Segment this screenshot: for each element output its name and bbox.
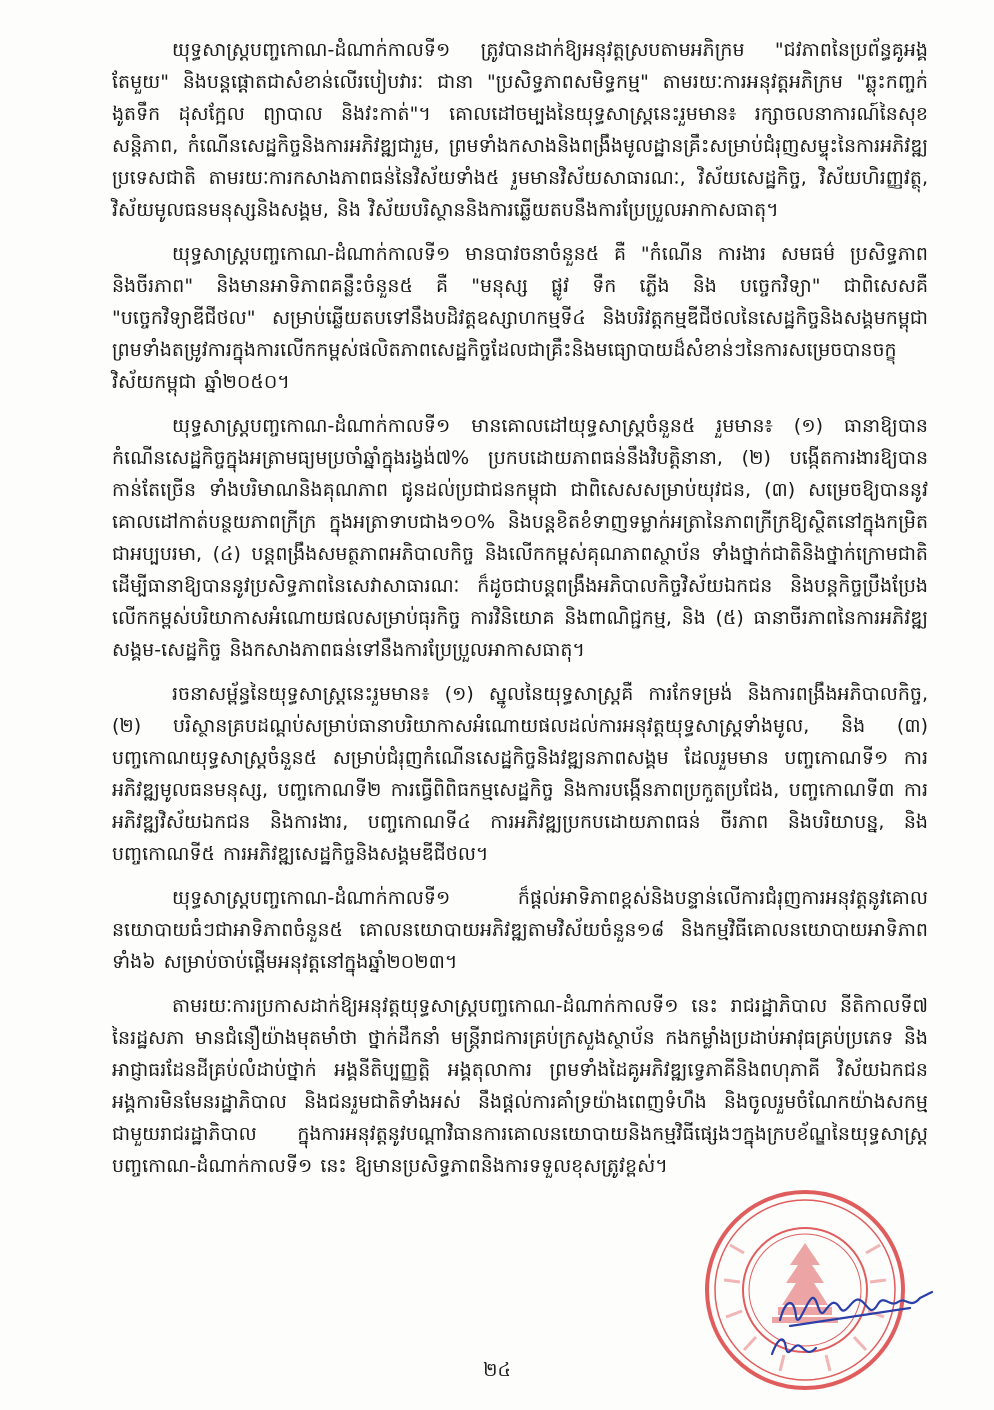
paragraph-3: យុទ្ធសាស្ត្របញ្ចកោណ-ដំណាក់កាលទី១ មានគោលដៅយុទ្ធសាស្ត្រចំនួន៥ រួមមាន៖ (១) ធានាឱ្យបានកំណើនសេដ្ឋកិច្ចក្នុងអត្រាមធ្យមប្រចាំឆ្នាំក្នុងរង្វង់៧% ប្រកបដោយភាពធន់នឹងវិបត្តិនានា, (២) បង្កើតការងារឱ្យបានកាន់តែច្រើន ទាំងបរិមាណនិងគុណភាព ជូនដល់ប្រជាជនកម្ពុជា ជាពិសេសសម្រាប់យុវជន, (៣) សម្រេចឱ្យបាននូវគោលដៅកាត់បន្ថយភាពក្រីក្រ ក្នុងអត្រាទាបជាង១០% និងបន្តខិតខំទាញទម្លាក់អត្រានៃភាពក្រីក្រឱ្យស្ថិតនៅក្នុងកម្រិតជាអប្បបរមា, (៤) បន្តពង្រឹងសមត្ថភាពអភិបាលកិច្ច និងលើកកម្ពស់គុណភាពស្ថាប័ន ទាំងថ្នាក់ជាតិនិងថ្នាក់ក្រោមជាតិ ដើម្បីធានាឱ្យបាននូវប្រសិទ្ធភាពនៃសេវាសាធារណៈ ក៏ដូចជាបន្តពង្រឹងអភិបាលកិច្ចវិស័យឯកជន និងបន្តកិច្ចប្រឹងប្រែងលើកកម្ពស់បរិយាកាសអំណោយផលសម្រាប់ធុរកិច្ច ការវិនិយោគ និងពាណិជ្ជកម្ម, និង (៥) ធានាចីរភាពនៃការអភិវឌ្ឍសង្គម-សេដ្ឋកិច្ច និងកសាងភាពធន់ទៅនឹងការប្រែប្រួលអាកាសធាតុ។: [112, 415, 928, 661]
paragraph-2: យុទ្ធសាស្ត្របញ្ចកោណ-ដំណាក់កាលទី១ មានបាវចនាចំនួន៥ គឺ "កំណើន ការងារ សមធម៌ ប្រសិទ្ធភាព និងចីរភាព" និងមានអាទិភាពគន្លឹះចំនួន៥ គឺ "មនុស្ស ផ្លូវ ទឹក ភ្លើង និង បច្ចេកវិទ្យា" ជាពិសេសគឺ "បច្ចេកវិទ្យាឌីជីថល" សម្រាប់ឆ្លើយតបទៅនឹងបដិវត្តឧស្សាហកម្មទី៤ និងបរិវត្តកម្មឌីជីថលនៃសេដ្ឋកិច្ចនិងសង្គមកម្ពុជា ព្រមទាំងតម្រូវការក្នុងការលើកកម្ពស់ផលិតភាពសេដ្ឋកិច្ចដែលជាគ្រឹះនិងមធ្យោបាយដ៏សំខាន់ៗនៃការសម្រេចបានចក្ខុវិស័យកម្ពុជា ឆ្នាំ២០៥០។: [112, 243, 928, 393]
signature-icon: [760, 1268, 940, 1368]
paragraph-4: រចនាសម្ព័ន្ធនៃយុទ្ធសាស្ត្រនេះរួមមាន៖ (១) ស្នូលនៃយុទ្ធសាស្ត្រគឺ ការកែទម្រង់ និងការពង្រឹងអភិបាលកិច្ច, (២) បរិស្ថានគ្របដណ្តប់សម្រាប់ធានាបរិយាកាសអំណោយផលដល់ការអនុវត្តយុទ្ធសាស្ត្រទាំងមូល, និង (៣) បញ្ចកោណយុទ្ធសាស្ត្រចំនួន៥ សម្រាប់ជំរុញកំណើនសេដ្ឋកិច្ចនិងវឌ្ឍនភាពសង្គម ដែលរួមមាន បញ្ចកោណទី១ ការអភិវឌ្ឍមូលធនមនុស្ស, បញ្ចកោណទី២ ការធ្វើពិពិធកម្មសេដ្ឋកិច្ច និងការបង្កើនភាពប្រកួតប្រជែង, បញ្ចកោណទី៣ ការអភិវឌ្ឍវិស័យឯកជន និងការងារ, បញ្ចកោណទី៤ ការអភិវឌ្ឍប្រកបដោយភាពធន់ ចីរភាព និងបរិយាបន្ន, និង បញ្ចកោណទី៥ ការអភិវឌ្ឍសេដ្ឋកិច្ចនិងសង្គមឌីជីថល។: [112, 683, 928, 865]
page-number: ២៤: [483, 1359, 511, 1381]
body-text: [112, 34, 928, 1194]
paragraph-1: យុទ្ធសាស្ត្របញ្ចកោណ-ដំណាក់កាលទី១ ត្រូវបានដាក់ឱ្យអនុវត្តស្របតាមអភិក្រម "ជវភាពនៃប្រព័ន្ធគូអង្គតែមួយ" និងបន្តផ្តោតជាសំខាន់លើរបៀបវារៈ ជានា "ប្រសិទ្ធភាពសមិទ្ធកម្ម" តាមរយៈការអនុវត្តអភិក្រម "ឆ្លុះកញ្ចក់ ងូតទឹក ដុសក្អែល ព្យាបាល និងវះកាត់"។ គោលដៅចម្បងនៃយុទ្ធសាស្ត្រនេះរួមមាន៖ រក្សាចលនាការណ៍នៃសុខសន្តិភាព, កំណើនសេដ្ឋកិច្ចនិងការអភិវឌ្ឍជារួម, ព្រមទាំងកសាងនិងពង្រឹងមូលដ្ឋានគ្រឹះសម្រាប់ជំរុញសម្ទុះនៃការអភិវឌ្ឍប្រទេសជាតិ តាមរយៈការកសាងភាពធន់នៃវិស័យទាំង៥ រួមមានវិស័យសាធារណៈ, វិស័យសេដ្ឋកិច្ច, វិស័យហិរញ្ញវត្ថុ, វិស័យមូលធនមនុស្សនិងសង្គម, និង វិស័យបរិស្ថាននិងការឆ្លើយតបនឹងការប្រែប្រួលអាកាសធាតុ។: [112, 39, 928, 221]
paragraph-5: យុទ្ធសាស្ត្របញ្ចកោណ-ដំណាក់កាលទី១ ក៏ផ្តល់អាទិភាពខ្ពស់និងបន្ទាន់លើការជំរុញការអនុវត្តនូវគោលនយោបាយធំៗជាអាទិភាពចំនួន៥ គោលនយោបាយអភិវឌ្ឍតាមវិស័យចំនួន១៨ និងកម្មវិធីគោលនយោបាយអាទិភាពទាំង៦ សម្រាប់ចាប់ផ្តើមអនុវត្តនៅក្នុងឆ្នាំ២០២៣។: [112, 887, 928, 973]
paragraph-6: តាមរយៈការប្រកាសដាក់ឱ្យអនុវត្តយុទ្ធសាស្ត្របញ្ចកោណ-ដំណាក់កាលទី១ នេះ រាជរដ្ឋាភិបាល នីតិកាលទី៧ នៃរដ្ឋសភា មានជំនឿយ៉ាងមុតមាំថា ថ្នាក់ដឹកនាំ មន្ត្រីរាជការគ្រប់ក្រសួងស្ថាប័ន កងកម្លាំងប្រដាប់អាវុធគ្រប់ប្រភេទ និងអាជ្ញាធរដែនដីគ្រប់លំដាប់ថ្នាក់ អង្គនីតិប្បញ្ញត្តិ អង្គតុលាការ ព្រមទាំងដៃគូអភិវឌ្ឍទ្វេភាគីនិងពហុភាគី វិស័យឯកជន អង្គការមិនមែនរដ្ឋាភិបាល និងជនរួមជាតិទាំងអស់ នឹងផ្តល់ការគាំទ្រយ៉ាងពេញទំហឹង និងចូលរួមចំណែកយ៉ាងសកម្មជាមួយរាជរដ្ឋាភិបាល ក្នុងការអនុវត្តនូវបណ្តាវិធានការគោលនយោបាយនិងកម្មវិធីផ្សេងៗក្នុងក្របខ័ណ្ឌនៃយុទ្ធសាស្ត្របញ្ចកោណ-ដំណាក់កាលទី១ នេះ ឱ្យមានប្រសិទ្ធភាពនិងការទទួលខុសត្រូវខ្ពស់។: [112, 995, 928, 1177]
